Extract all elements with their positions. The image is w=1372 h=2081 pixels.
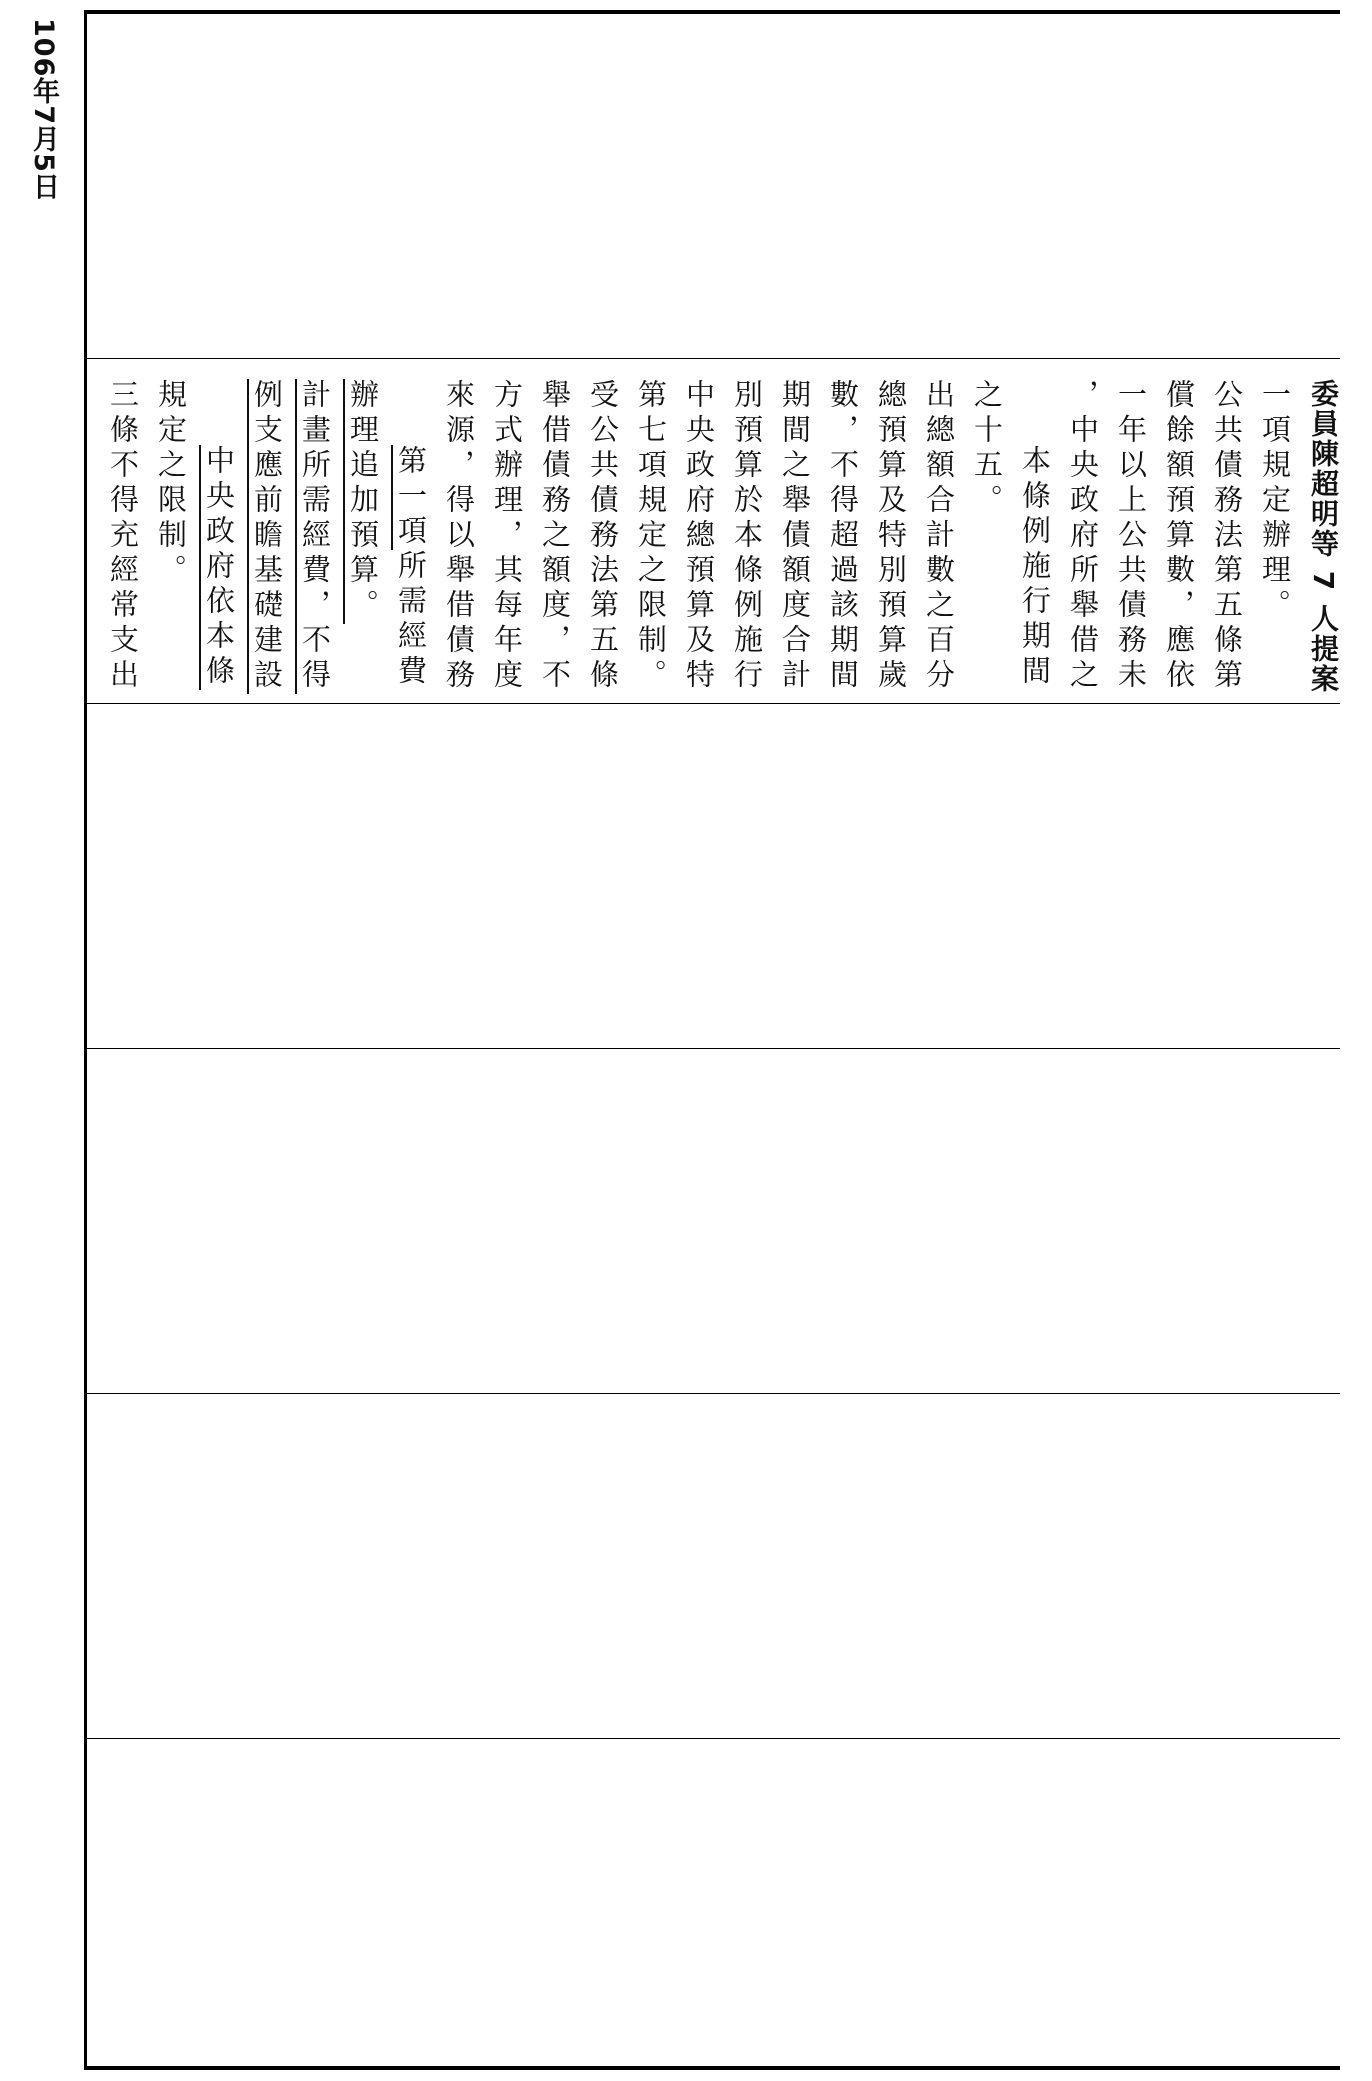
text-line: 辦理追加預算。	[346, 379, 380, 624]
text-line: 一項規定辦理。	[1258, 379, 1292, 624]
table-section-blank-top	[87, 14, 1340, 359]
table-section-blank-3	[87, 1049, 1340, 1394]
text-line: 計畫所需經費，不得	[298, 379, 332, 694]
text-line: 中央政府總預算及特	[682, 379, 716, 694]
text-line: 之十五。	[970, 379, 1004, 519]
text-fragment: 所需經費	[394, 550, 428, 690]
text-line: 舉借債務之額度，不	[538, 379, 572, 694]
text-line: 償餘額預算數，應依	[1162, 379, 1196, 694]
text-line: 期間之舉債額度合計	[778, 379, 812, 694]
table-section-blank-2	[87, 704, 1340, 1049]
table-section-blank-5	[87, 1739, 1340, 2070]
page-date-header: 106年7月5日	[28, 18, 59, 201]
text-line: 規定之限制。	[154, 379, 188, 589]
text-line: 公共債務法第五條第	[1210, 379, 1244, 694]
text-line: 三條不得充經常支出	[106, 379, 140, 694]
text-line: 總預算及特別預算歲	[874, 379, 908, 694]
text-line: 別預算於本條例施行	[730, 379, 764, 694]
text-line: 一年以上公共債務未	[1114, 379, 1148, 694]
underlined-phrase: 第一項	[394, 445, 428, 550]
text-line: 受公共債務法第五條	[586, 379, 620, 694]
text-line: 本條例施行期間	[1018, 445, 1052, 690]
text-line: 中央政府依本條	[202, 445, 236, 690]
text-line: 數，不得超過該期間	[826, 379, 860, 694]
text-line: 第七項規定之限制。	[634, 379, 668, 694]
text-line: 方式辦理，其每年度	[490, 379, 524, 694]
table-section-blank-4	[87, 1394, 1340, 1739]
table-section-text	[87, 359, 1340, 704]
text-line: 來源，得以舉借債務	[442, 379, 476, 694]
text-line: 例支應前瞻基礎建設	[250, 379, 284, 694]
text-line	[387, 379, 435, 703]
comparison-table	[84, 10, 1340, 2070]
text-line: ，中央政府所舉借之	[1066, 379, 1100, 694]
proposal-heading: 委員陳超明等 7 人提案	[1307, 379, 1340, 694]
vertical-text-block	[87, 359, 1340, 703]
text-line: 出總額合計數之百分	[922, 379, 956, 694]
